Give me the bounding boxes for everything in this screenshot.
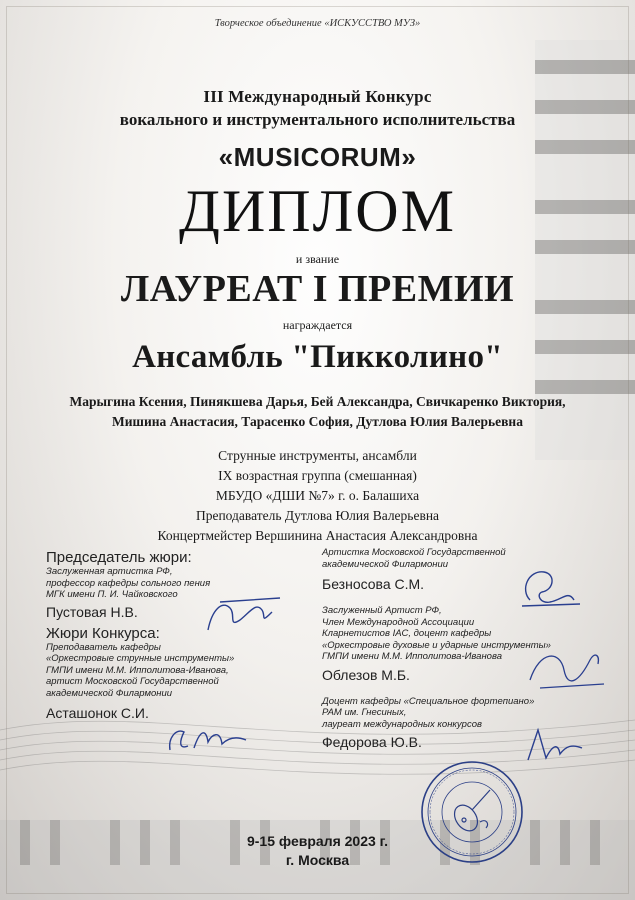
event-city: г. Москва [285, 852, 350, 868]
signature-jury-member [160, 710, 260, 760]
jury-member-desc-1: Преподаватель кафедры [46, 641, 161, 653]
info-nomination: Струнные инструменты, ансамбли [218, 448, 417, 463]
jury-right-1-name: Безносова С.М. [322, 576, 425, 592]
signature-oblezov [520, 640, 610, 700]
contest-line-2: вокального и инструментального исполнительства [119, 110, 516, 129]
info-school: МБУДО «ДШИ №7» г. о. Балашиха [215, 488, 420, 503]
jury-member-desc-3: ГМПИ имени М.М. Ипполитова-Иванова, [46, 664, 229, 676]
jury-right-3-desc-1: Доцент кафедры «Специальное фортепиано» [322, 695, 535, 707]
jury-right-1-desc-2: академической Филармонии [322, 558, 449, 570]
laureate-title: ЛАУРЕАТ I ПРЕМИИ [120, 268, 515, 310]
jury-chair-desc-1: Заслуженная артистка РФ, [46, 566, 173, 577]
jury-right-2-desc-3: Кларнетистов IAC, доцент кафедры [322, 628, 492, 639]
jury-right-3-desc-3: лауреат международных конкурсов [322, 718, 482, 730]
event-dates: 9-15 февраля 2023 г. [246, 833, 388, 849]
jury-member-desc-2: «Оркестровые струнные инструменты» [46, 653, 235, 664]
ensemble-name: Ансамбль "Пикколино" [132, 339, 503, 375]
jury-right-3-desc-2: РАМ им. Гнесиных, [322, 707, 407, 718]
info-teacher: Преподаватель Дутлова Юлия Валерьевна [195, 508, 440, 523]
jury-chair-desc-3: МГК имени П. И. Чайковского [46, 589, 178, 600]
jury-member-role: Жюри Конкурса: [46, 624, 160, 642]
jury-right-2-desc-4: «Оркестровые духовые и ударные инструменты» [322, 639, 551, 651]
jury-member-desc-5: академической Филармонии [46, 687, 173, 699]
jury-right-2-name: Облезов М.Б. [322, 666, 410, 683]
awarded-caption: награждается [282, 318, 353, 332]
contest-name: «MUSICORUM» [218, 142, 417, 172]
info-accompanist: Концертмейстер Вершинина Анастасия Александровна [157, 528, 478, 543]
members-line-1: Марыгина Ксения, Пинякшева Дарья, Бей Александра, Свичкаренко Виктория, [69, 394, 566, 409]
jury-right-3-name: Федорова Ю.В. [322, 734, 422, 750]
contest-line-1: III Международный Конкурс [203, 87, 432, 106]
jury-chair-desc-2: профессор кафедры сольного пения [46, 577, 211, 589]
signature-chair [200, 590, 290, 640]
jury-right-1-desc-1: Артистка Московской Государственной [322, 547, 506, 558]
diploma-title: ДИПЛОМ [179, 178, 456, 244]
jury-right-2-desc-2: Член Международной Ассоциации [322, 616, 475, 628]
signature-fedorova [520, 720, 590, 770]
jury-chair-role: Председатель жюри: [46, 549, 192, 566]
and-title-caption: и звание [295, 252, 340, 266]
signature-beznosova [510, 560, 590, 620]
jury-right-2-desc-5: ГМПИ имени М.М. Ипполитова-Иванова [322, 651, 503, 662]
jury-right-2-desc-1: Заслуженный Артист РФ, [322, 605, 442, 616]
organizer-line: Творческое объединение «ИСКУССТВО МУЗ» [214, 18, 421, 29]
participant-info [0, 446, 635, 546]
jury-member-desc-4: артист Московской Государственной [46, 676, 219, 687]
info-age-group: IX возрастная группа (смешанная) [218, 468, 417, 483]
members-list [0, 392, 635, 432]
members-line-2: Мишина Анастасия, Тарасенко София, Дутлова Юлия Валерьевна [112, 414, 523, 429]
jury-member-name: Асташонок С.И. [46, 705, 149, 721]
jury-chair-name: Пустовая Н.В. [46, 603, 138, 620]
